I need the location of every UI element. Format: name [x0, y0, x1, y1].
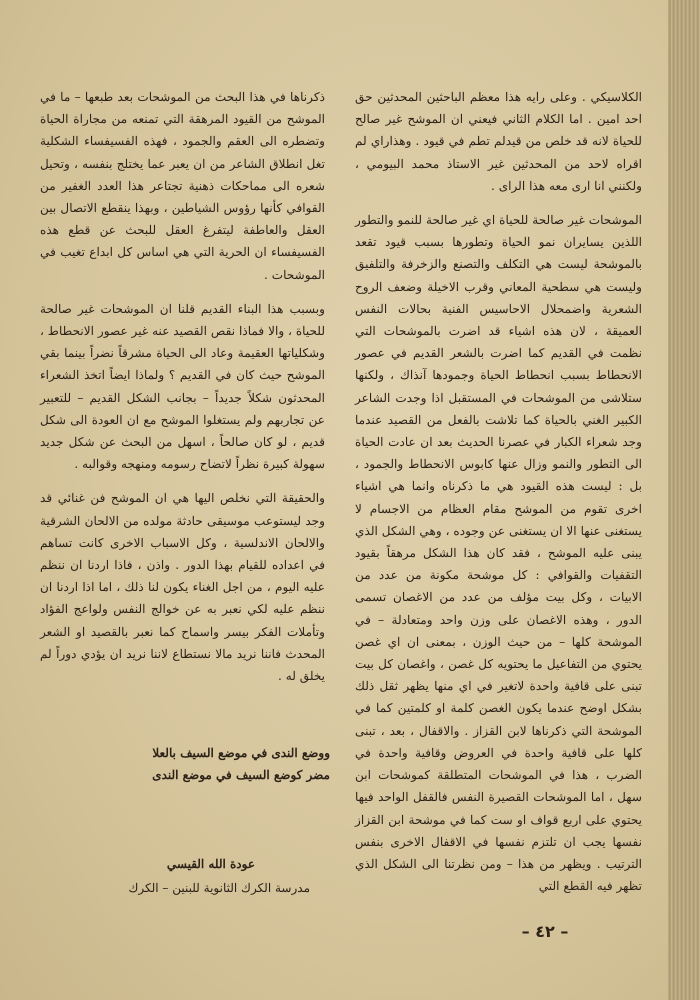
poem-line: مضر كوضع السيف في موضع الندى — [152, 768, 330, 782]
paragraph: والحقيقة التي نخلص اليها هي ان الموشح فن غنائي قد وجد ليستوعب موسيقى حادثة مولده من الالحان الشرقية والالحان الاندلسية ، وكل الاسباب الاخرى كانت تساهم في اعداده للقيام بهذا الدور . واذن ، فاذا اردنا ان ننظم عليه اليوم ، من اجل الغناء يكون لنا ذلك ، اما اذا اردنا ان ننظم عليه لكي نعبر به عن خوالج النفس ولواعج الفؤاد وتأملات الفكر بيسر واسماح كما نعبر بالقصيد او الشعر المحدث فاننا نريد مالا نستطاع لاننا نريد ان يؤدي دوراً لم يخلق له . — [40, 491, 325, 684]
left-column — [40, 86, 325, 699]
right-column — [355, 86, 642, 909]
author-name: عودة الله القيسي — [166, 857, 255, 871]
page-edge — [668, 0, 700, 1000]
paragraph: ذكرناها في هذا البحث من الموشحات بعد طبعها – ما في الموشح من القيود المرهقة التي تمنعه من مجاراة الحياة وتضطره الى العقم والجمود ، فهذه الفسيفساء الشكلية تغل انطلاق الشاعر من ان يعبر عما يختلج بنفسه ، وتحيل شعره الى مماحكات ذهنية تجتاعر هذا العدد الغفير من القوافي كأنها رؤوس الشياطين ، وبهذا ينقطع الاتصال بين العقل والعاطفة ليتفرغ العقل للبحث عن قطع هذه الفسيفساء ان الحرية التي هي اساس كل ابداع تغيب في الموشحات . — [40, 90, 325, 282]
poem-line: ووضع الندى في موضع السيف بالعلا — [152, 746, 330, 760]
paragraph: الكلاسيكي . وعلى رايه هذا معظم الباحثين المحدثين حق احد امين . اما الكلام الثاني فيعني ان الموشح غير صالح للحياة لانه قد خلص من قيدلم تطم في قيود . وهذاراي لم اقراه لاحد من المحدثين غير الاستاذ محمد البيومي ، ولكنني انا ارى معه هذا الراى . — [355, 90, 642, 193]
page-number: – ٤٢ – — [521, 922, 569, 941]
paragraph: وبسبب هذا البناء القديم قلنا ان الموشحات غير صالحة للحياة ، والا فماذا نقص القصيد عنه غير عصور الانحطاط ، وشكلياتها العقيمة وعاد الى الحياة مشرقاً نضراً بينما بقي الموشح حيث كان في القديم ؟ ولماذا ايضاً اتخذ الشعراء المحدثون شكلاً جديداً – بجانب الشكل القديم – للتعبير عن تجاربهم ولم يستغلوا الموشح مع ان العودة الى شكل قديم ، لو كان صالحاً ، اسهل من البحث عن شكل جديد سهولة كبيرة نظراً لاتضاح رسومه ومنهجه وقوالبه . — [40, 301, 325, 472]
poem-quote — [40, 742, 330, 786]
author-school: مدرسة الكرك الثانوية للبنين – الكرك — [128, 881, 310, 895]
author-signature — [40, 852, 310, 900]
paragraph: الموشحات غير صالحة للحياة اي غير صالحة للنمو والتطور اللذين يسايران نمو الحياة وتطورها بسبب قيود تقعد بالموشحة ليست هي التكلف والتصنع والزخرفة والتلفيق وليست هي سطحية المعاني وقرب الاخيلة وضعف الروح الشعرية واضمحلال الاحاسيس الفنية بحالات النفس العميقة ، لان هذه اشياء قد اضرت بالموشحات التي نظمت في القديم كما اضرت بالشعر القديم في عصور الانحطاط بسبب انحطاط الحياة وجمودها آنذاك ، ولكنها ستلاشى من الموشحات في المستقبل اذا وجدت الشاعر الكبير الغني بالحياة كما تلاشت بالفعل من القصيد عندما وجد شعراء الكبار في عصرنا الحديث بعد ان عادت الحياة الى التطور والنمو وزال عنها كابوس الانحطاط والجمود ، بل : ليست هذه القيود هي ما ذكرناه وانما هي اشياء اخرى تقوم من الموشح مقام العظام من الاجسام لا يستغنى عنها الا ان يستغنى عن وجوده ، وهي الشكل الذي يبنى عليه الموشح ، فقد كان هذا الشكل مرهقاً بقيود التقفيات والقوافي : كل موشحة مكونة من عدد من الابيات ، وكل بيت مؤلف من عدد من الاغصان تسمى الدور ، وهذه الاغصان على وزن واحد ومتعادلة – في الموشحة كلها – من حيث الوزن ، بمعنى ان اي غصن يحتوي من التفاعيل ما يحتويه كل غصن ، واغصان كل بيت تبنى على قافية واحدة لاتغير في اي منها يظهر ثقل ذلك بشكل اوضح عندما يكون الغصن كلمة او كلمتين كما في الموشحة التي ذكرناها لابن القزاز . والاقفال ، بعد ، تبنى كلها على قافية واحدة في العروض وقافية واحدة في الضرب ، هذا في الموشحات المتطلقة كموشحات ابن سهل ، اما الموشحات القصيرة النفس فالقفل الواحد فيها يحتوي على اربع قواف او ست كما في موشحة ابن القزاز نفسها يجب ان تلتزم نفسها في الاقفال الاخرى بنفس الترتيب . ويظهر من هذا – ومن نظرتنا الى الشكل الذي تظهر فيه القطع التي — [355, 213, 642, 894]
